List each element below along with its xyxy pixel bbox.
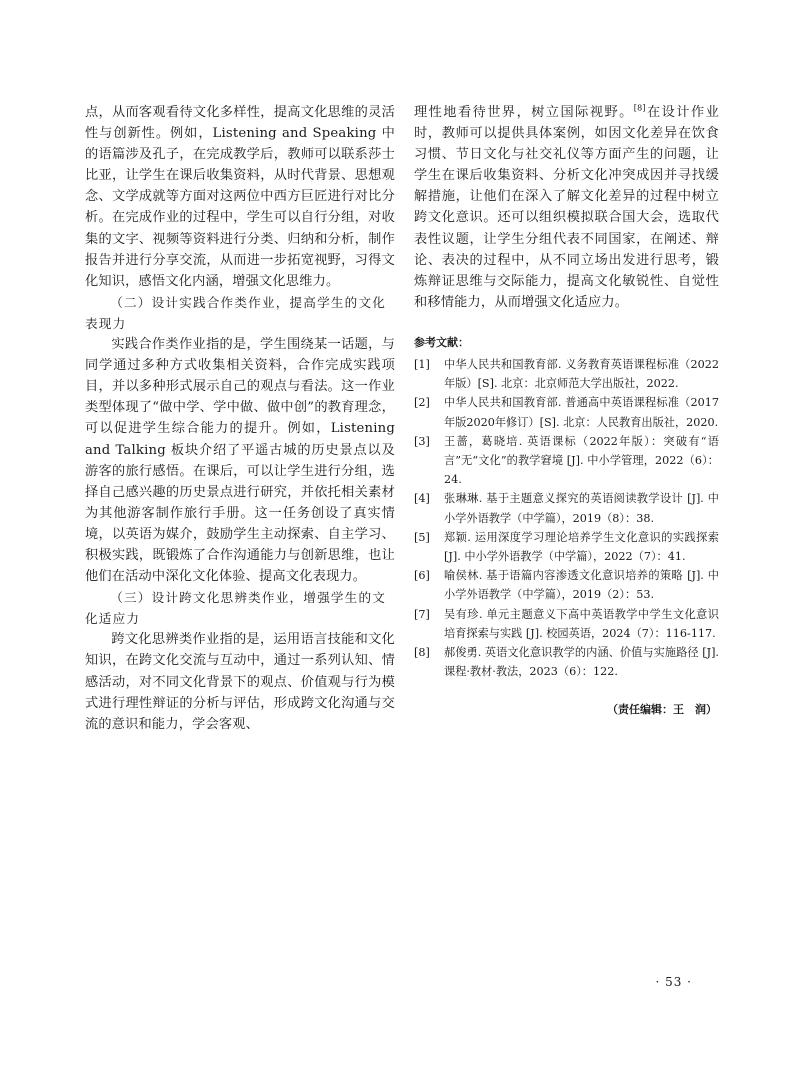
reference-item	[414, 528, 719, 566]
reference-number: [8]	[414, 645, 430, 659]
right-column	[414, 102, 719, 717]
body-paragraph: 跨文化思辨类作业指的是，运用语言技能和文化知识，在跨文化交流与互动中，通过一系列认知、情感活动，对不同文化背景下的观点、价值观与行为模式进行理性辩证的分析与评估，形成跨文化沟通与交流的意识和能力，学会客观、	[85, 632, 395, 732]
reference-number: [1]	[414, 357, 430, 371]
reference-number: [2]	[414, 396, 430, 410]
reference-item	[414, 566, 719, 604]
reference-list	[414, 355, 719, 681]
reference-item	[414, 643, 719, 681]
paragraph-text: 理性地看待世界，树立国际视野。	[414, 105, 634, 120]
reference-text: 中华人民共和国教育部. 义务教育英语课程标准（2022年版）[S]. 北京：北京师范大学出版社，2022.	[444, 357, 719, 391]
reference-item	[414, 489, 719, 527]
reference-text: 郝俊勇. 英语文化意识教学的内涵、价值与实施路径 [J]. 课程·教材·教法，2023（6）：122.	[444, 645, 719, 679]
reference-text: 喻侯林. 基于语篇内容渗透文化意识培养的策略 [J]. 中小学外语教学（中学篇），2019（2）：53.	[444, 569, 719, 602]
reference-number: [6]	[414, 569, 430, 583]
reference-number: [3]	[414, 434, 430, 448]
reference-item	[414, 355, 719, 393]
section-heading: （三）设计跨文化思辨类作业，增强学生的文化适应力	[85, 590, 387, 627]
reference-text: 张琳琳. 基于主题意义探究的英语阅读教学设计 [J]. 中小学外语教学（中学篇），2019（8）：38.	[444, 492, 719, 525]
reference-number: [4]	[414, 492, 430, 506]
body-paragraph	[414, 102, 719, 313]
responsible-editor: （责任编辑：王 润）	[607, 703, 717, 717]
left-column	[85, 102, 395, 735]
reference-text: 中华人民共和国教育部. 普通高中英语课程标准（2017年版2020年修订）[S]. 北京：人民教育出版社，2020.	[444, 396, 719, 429]
citation-marker: [8]	[633, 103, 646, 113]
reference-item	[414, 432, 719, 490]
reference-number: [7]	[414, 607, 430, 621]
reference-number: [5]	[414, 530, 430, 544]
body-paragraph: 实践合作类作业指的是，学生围绕某一话题，与同学通过多种方式收集相关资料，合作完成实践项目，并以多种形式展示自己的观点与看法。这一作业类型体现了“做中学、学中做、做中创”的教育理念，可以促进学生综合能力的提升。例如，Listening and Talking 板块介绍了平遥古城的历史景点以及游客的旅行感悟。在课后，可以让学生进行分组，选择自己感兴趣的历史景点进行研究，并依托相关素材为其他游客制作旅行手册。这一任务创设了真实情境，以英语为媒介，鼓励学生主动探索、自主学习、积极实践，既锻炼了合作沟通能力与创新思维，也让他们在活动中深化文化体验、提高文化表现力。	[85, 337, 395, 585]
page-number: · 53 ·	[655, 975, 692, 989]
reference-item	[414, 393, 719, 431]
references-title: 参考文献：	[414, 335, 469, 349]
reference-text: 王蔷，葛晓培. 英语课标（2022年版）：突破有“语言”无“文化”的教学窘境 [J]. 中小学管理，2022（6）：24.	[444, 434, 719, 487]
reference-item	[414, 605, 719, 643]
reference-text: 吴有珍. 单元主题意义下高中英语教学中学生文化意识培育探索与实践 [J]. 校园英语，2024（7）：116-117.	[444, 607, 719, 640]
section-heading: （二）设计实践合作类作业，提高学生的文化表现力	[85, 294, 387, 331]
reference-text: 郑颖. 运用深度学习理论培养学生文化意识的实践探索 [J]. 中小学外语教学（中学篇），2022（7）：41.	[444, 530, 719, 563]
body-paragraph: 点，从而客观看待文化多样性，提高文化思维的灵活性与创新性。例如，Listening and Speaking 中的语篇涉及孔子，在完成教学后，教师可以联系莎士比亚，让学生在课后收集资料，从时代背景、思想观念、文学成就等方面对这两位中西方巨匠进行对比分析。在完成作业的过程中，学生可以自行分组，对收集的文字、视频等资料进行分类、归纳和分析，制作报告并进行分享交流，从而进一步拓宽视野，习得文化知识，感悟文化内涵，增强文化思维力。	[85, 105, 395, 289]
paragraph-text: 在设计作业时，教师可以提供具体案例，如因文化差异在饮食习惯、节日文化与社交礼仪等方面产生的问题，让学生在课后收集资料、分析文化冲突成因并寻找缓解措施，让他们在深入了解文化差异的过程中树立跨文化意识。还可以组织模拟联合国大会，选取代表性议题，让学生分组代表不同国家，在阐述、辩论、表决的过程中，从不同立场出发进行思考，锻炼辩证思维与交际能力，提高文化敏锐性、自觉性和移情能力，从而增强文化适应力。	[414, 105, 719, 310]
